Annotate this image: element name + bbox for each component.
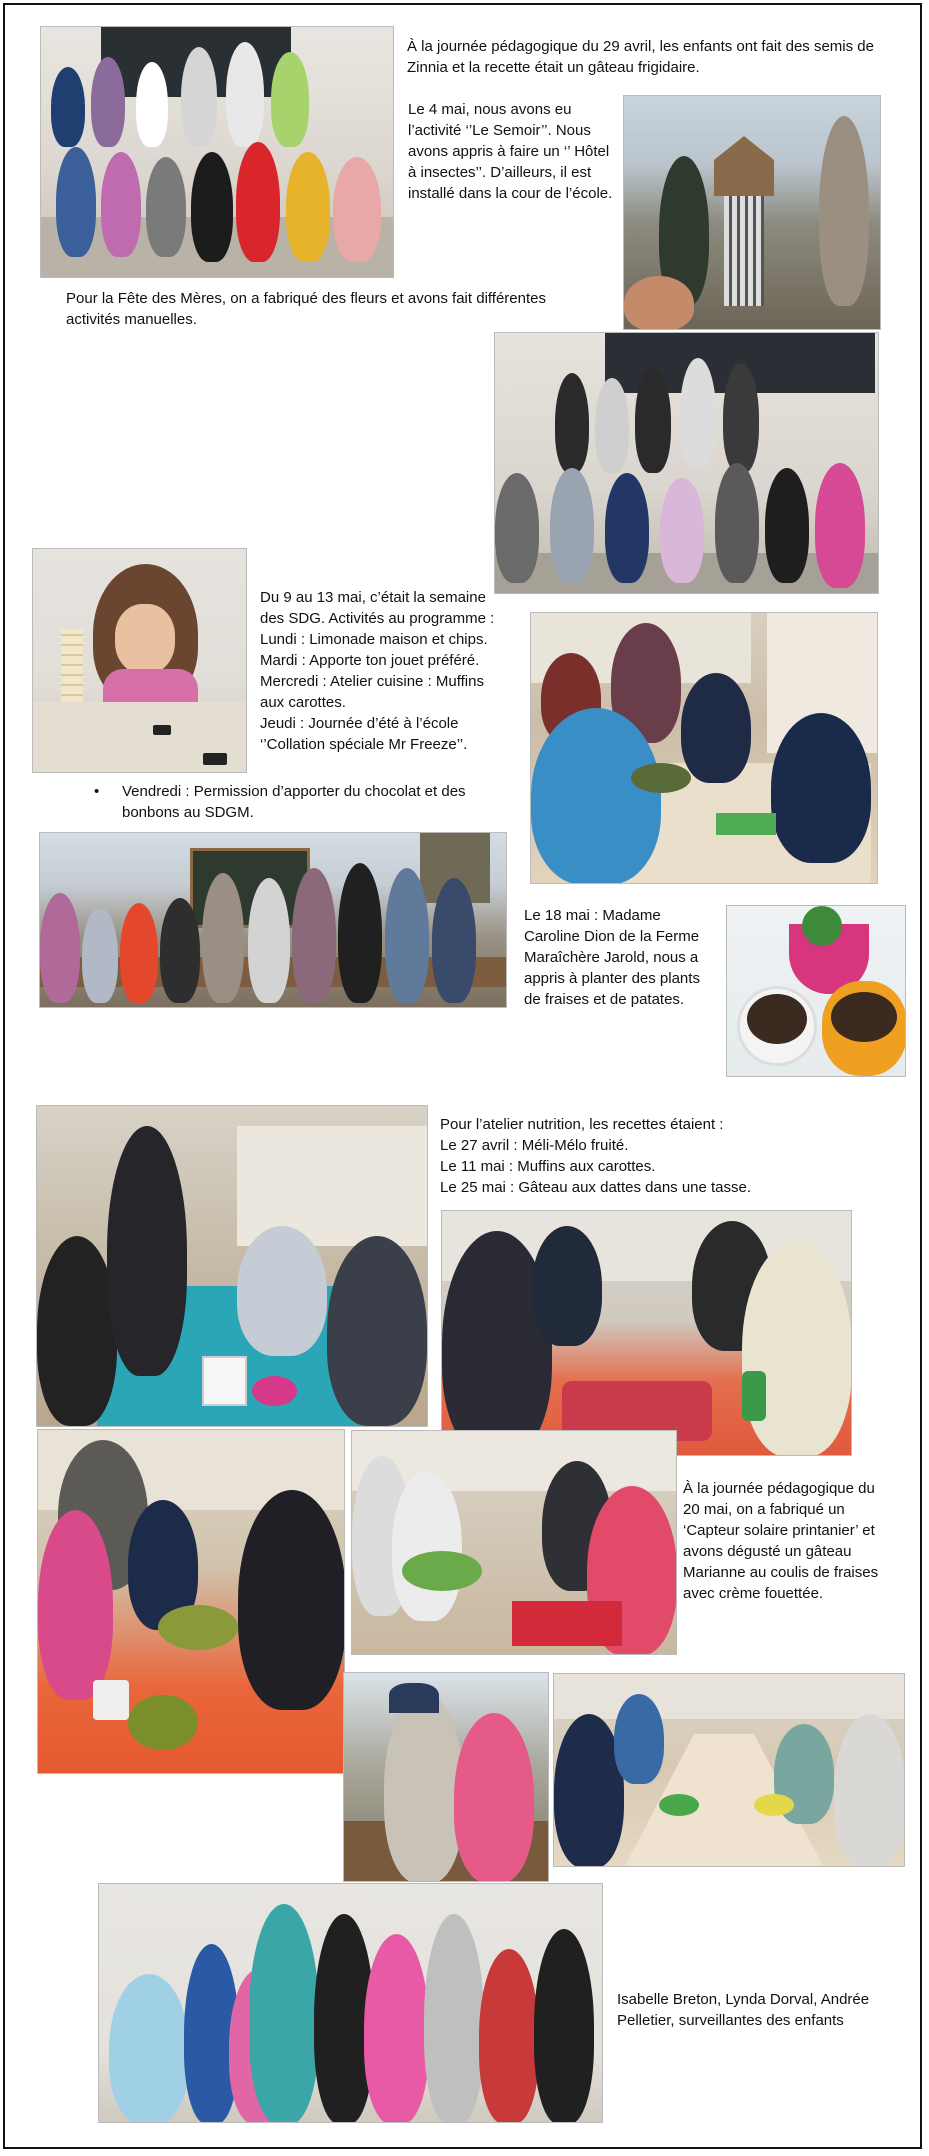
photo-final-group: [98, 1883, 603, 2123]
photo-plants: [726, 905, 906, 1077]
photo-outdoor-eating: [343, 1672, 549, 1882]
photo-pinwheels: [494, 332, 879, 594]
paragraph-zinnia: À la journée pédagogique du 29 avril, les enfants ont fait des semis de Zinnia et la recette était un gâteau frigidaire.: [407, 38, 874, 76]
photo-girl-blocks: [32, 548, 247, 773]
paragraph-nutrition: Pour l’atelier nutrition, les recettes étaient : Le 27 avril : Méli-Mélo fruité. Le 11 mai : Muffins aux carottes. Le 25 mai : Gâteau aux dattes dans une tasse.: [440, 1116, 752, 1196]
paragraph-sdg-week: Du 9 au 13 mai, c’était la semaine des SDG. Activités au programme : Lundi : Limonade maison et chips. Mardi : Apporte ton jouet préféré. Mercredi : Atelier cuisine : Muffins aux carottes. Jeudi : Journée d’été à l’école ‘’Collation spéciale Mr Freeze’’.: [260, 589, 495, 753]
paragraph-surveillantes: Isabelle Breton, Lynda Dorval, Andrée Pelletier, surveillantes des enfants: [617, 1991, 870, 2029]
paragraph-capteur-solaire: À la journée pédagogique du 20 mai, on a fabriqué un ‘Capteur solaire printanier’ et avons dégusté un gâteau Marianne au coulis de fraises avec crème fouettée.: [683, 1480, 879, 1602]
paragraph-semoir: Le 4 mai, nous avons eu l’activité ‘’Le Semoir’’. Nous avons appris à faire un ‘’ Hôtel à insectes’’. D’ailleurs, il est installé dans la cour de l’école.: [408, 101, 613, 202]
paragraph-ferme: Le 18 mai : Madame Caroline Dion de la Ferme Maraîchère Jarold, nous a appris à planter des plants de fraises et de patates.: [524, 907, 700, 1008]
bullet-vendredi: [94, 781, 502, 823]
photo-cooking-table: [530, 612, 878, 884]
bullet-text: Vendredi : Permission d’apporter du chocolat et des bonbons au SDGM.: [122, 783, 466, 821]
photo-bench-outdoor: [39, 832, 507, 1008]
photo-nutrition-table: [441, 1210, 852, 1456]
photo-mixing: [351, 1430, 677, 1655]
photo-kids-cups: [40, 26, 394, 278]
photo-orange-table: [37, 1429, 345, 1774]
photo-nutrition-teacher: [36, 1105, 428, 1427]
paragraph-fete-meres: Pour la Fête des Mères, on a fabriqué des fleurs et avons fait différentes activités manuelles.: [66, 290, 546, 328]
photo-insect-hotel: [623, 95, 881, 330]
photo-long-table: [553, 1673, 905, 1867]
bullet-dot-icon: •: [94, 783, 100, 800]
